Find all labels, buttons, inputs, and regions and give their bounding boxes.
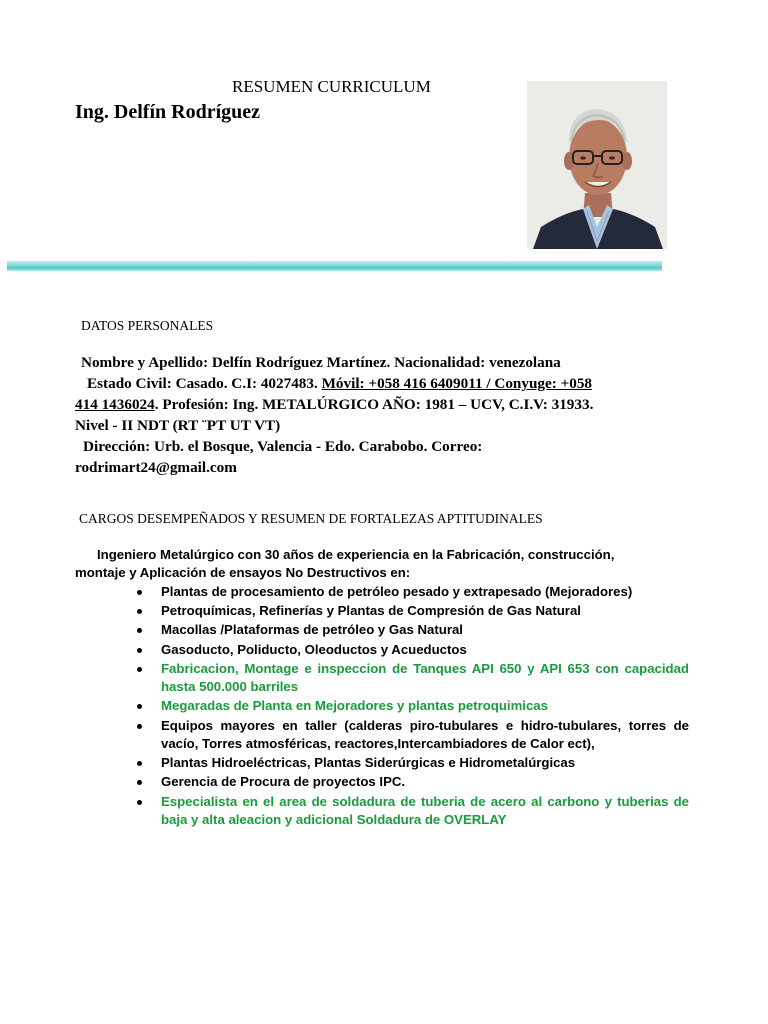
section-divider <box>7 261 662 271</box>
intro-line-2: montaje y Aplicación de ensayos No Destructivos en: <box>75 565 411 580</box>
list-item: Macollas /Plataformas de petróleo y Gas Natural <box>0 621 689 639</box>
list-item: Megaradas de Planta en Mejoradores y plantas petroquimicas <box>0 697 689 715</box>
bullet-icon <box>137 609 142 614</box>
personal-line-profession <box>75 394 687 415</box>
list-item: Plantas Hidroeléctricas, Plantas Siderúrgicas e Hidrometalúrgicas <box>0 754 689 772</box>
bullet-icon <box>137 704 142 709</box>
experience-heading: CARGOS DESEMPEÑADOS Y RESUMEN DE FORTALEZAS APTITUDINALES <box>79 511 543 526</box>
list-item: Plantas de procesamiento de petróleo pesado y extrapesado (Mejoradores) <box>0 583 689 601</box>
personal-data-block <box>75 352 687 478</box>
personal-line-ndt-level: Nivel - II NDT (RT ¨PT UT VT) <box>75 417 281 434</box>
personal-line-name: Nombre y Apellido: Delfín Rodríguez Martínez. Nacionalidad: venezolana <box>81 354 561 371</box>
personal-line-civil <box>75 373 687 394</box>
personal-data-heading: DATOS PERSONALES <box>81 318 214 333</box>
intro-line-1: Ingeniero Metalúrgico con 30 años de experiencia en la Fabricación, construcción, <box>97 547 615 562</box>
personal-line-address: Dirección: Urb. el Bosque, Valencia - Edo. Carabobo. Correo: <box>83 438 483 455</box>
spouse-phone: 414 1436024 <box>75 396 155 413</box>
profile-photo-icon <box>527 81 667 249</box>
bullet-icon <box>137 648 142 653</box>
bullet-icon <box>137 761 142 766</box>
bullet-icon <box>137 724 142 729</box>
bullet-icon <box>137 800 142 805</box>
document-title: RESUMEN CURRICULUM <box>232 77 431 96</box>
list-item: Fabricacion, Montage e inspeccion de Tanques API 650 y API 653 con capacidad hasta 500.000 barriles <box>0 660 689 697</box>
candidate-name: Ing. Delfín Rodríguez <box>75 101 260 123</box>
profile-photo <box>527 81 667 249</box>
list-item: Equipos mayores en taller (calderas piro-tubulares e hidro-tubulares, torres de vacío, Torres atmosféricas, reactores,Intercambiadores de Calor ect), <box>0 717 689 754</box>
experience-intro <box>75 546 689 582</box>
personal-line-email: rodrimart24@gmail.com <box>75 459 237 476</box>
profession-text: . Profesión: Ing. METALÚRGICO AÑO: 1981 – UCV, C.I.V: 31933. <box>154 396 594 413</box>
bullet-icon <box>137 590 142 595</box>
bullet-icon <box>137 667 142 672</box>
list-item: Gerencia de Procura de proyectos IPC. <box>0 773 689 791</box>
list-item: Especialista en el area de soldadura de tuberia de acero al carbono y tuberias de baja y alta aleacion y adicional Soldadura de OVERLAY <box>0 793 689 830</box>
bullet-icon <box>137 628 142 633</box>
bullet-icon <box>137 780 142 785</box>
civil-status-text: Estado Civil: Casado. C.I: 4027483. <box>87 375 322 392</box>
phone-numbers: Móvil: +058 416 6409011 / Conyuge: +058 <box>321 375 593 392</box>
experience-list <box>0 583 768 830</box>
list-item: Gasoducto, Poliducto, Oleoductos y Acueductos <box>0 641 689 659</box>
list-item: Petroquímicas, Refinerías y Plantas de Compresión de Gas Natural <box>0 602 689 620</box>
